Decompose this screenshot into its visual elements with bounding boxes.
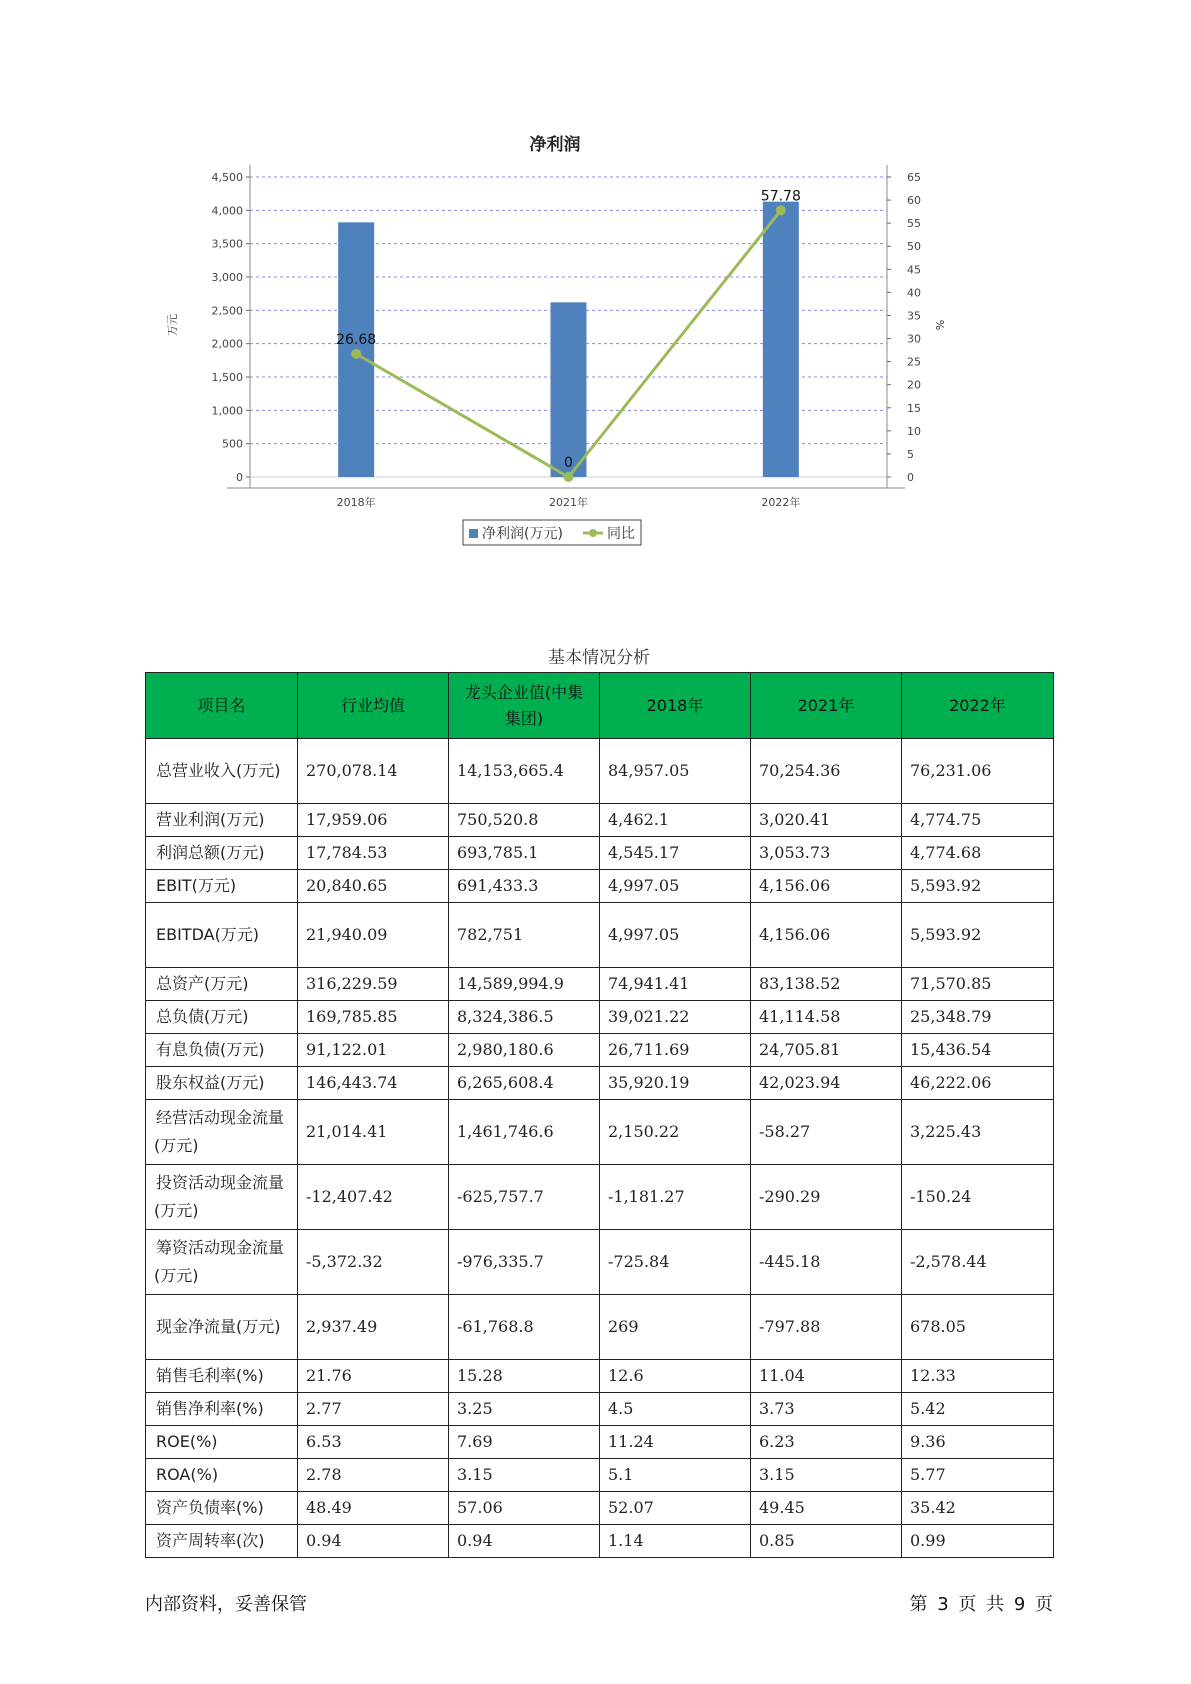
data-label: 57.78 bbox=[760, 188, 801, 205]
table-cell: 3.25 bbox=[449, 1393, 600, 1426]
table-header-row bbox=[146, 673, 1054, 739]
data-label: 0 bbox=[564, 455, 573, 471]
table-cell: 2,980,180.6 bbox=[449, 1034, 600, 1067]
table-cell: 4,462.1 bbox=[600, 804, 751, 837]
table-row bbox=[146, 1230, 1054, 1295]
right-tick-label: 60 bbox=[907, 194, 921, 208]
table-cell: 35.42 bbox=[902, 1492, 1054, 1525]
table-cell: 678.05 bbox=[902, 1295, 1054, 1360]
table-row bbox=[146, 1525, 1054, 1558]
table-cell: 1,461,746.6 bbox=[449, 1100, 600, 1165]
table-cell: 5.42 bbox=[902, 1393, 1054, 1426]
table-cell: 15,436.54 bbox=[902, 1034, 1054, 1067]
table-cell: 21,014.41 bbox=[298, 1100, 449, 1165]
table-cell: 49.45 bbox=[751, 1492, 902, 1525]
table-cell: 39,021.22 bbox=[600, 1001, 751, 1034]
table-cell: -445.18 bbox=[751, 1230, 902, 1295]
row-label: ROA(%) bbox=[146, 1459, 298, 1492]
table-cell: 71,570.85 bbox=[902, 968, 1054, 1001]
data-label: 26.68 bbox=[336, 331, 377, 348]
table-cell: 0.99 bbox=[902, 1525, 1054, 1558]
table-cell: 52.07 bbox=[600, 1492, 751, 1525]
table-cell: 0.94 bbox=[449, 1525, 600, 1558]
right-tick-label: 45 bbox=[907, 263, 921, 277]
table-cell: 169,785.85 bbox=[298, 1001, 449, 1034]
table-cell: -290.29 bbox=[751, 1165, 902, 1230]
legend-line-marker bbox=[589, 529, 597, 537]
row-label: 投资活动现金流量(万元) bbox=[146, 1165, 298, 1230]
table-cell: -5,372.32 bbox=[298, 1230, 449, 1295]
table-cell: -2,578.44 bbox=[902, 1230, 1054, 1295]
table-cell: -976,335.7 bbox=[449, 1230, 600, 1295]
chart-canvas bbox=[160, 130, 1060, 600]
table-cell: 15.28 bbox=[449, 1360, 600, 1393]
row-label: 营业利润(万元) bbox=[146, 804, 298, 837]
table-cell: 24,705.81 bbox=[751, 1034, 902, 1067]
table-cell: 83,138.52 bbox=[751, 968, 902, 1001]
right-tick-label: 55 bbox=[907, 217, 921, 231]
footer-confidential-note: 内部资料，妥善保管 bbox=[145, 1594, 307, 1615]
row-label: 利润总额(万元) bbox=[146, 837, 298, 870]
right-tick-label: 50 bbox=[907, 240, 921, 254]
table-cell: 2,150.22 bbox=[600, 1100, 751, 1165]
table-cell: 4,156.06 bbox=[751, 870, 902, 903]
row-label: EBIT(万元) bbox=[146, 870, 298, 903]
legend-bar-swatch bbox=[469, 529, 478, 538]
table-cell: 6.23 bbox=[751, 1426, 902, 1459]
right-tick-label: 15 bbox=[907, 401, 921, 415]
column-header: 2022年 bbox=[902, 673, 1054, 739]
net-profit-chart bbox=[160, 130, 1060, 600]
yoy-point bbox=[564, 472, 574, 482]
right-tick-label: 20 bbox=[907, 378, 921, 392]
table-cell: 70,254.36 bbox=[751, 739, 902, 804]
table-cell: 5.77 bbox=[902, 1459, 1054, 1492]
table-cell: 5.1 bbox=[600, 1459, 751, 1492]
table-row bbox=[146, 1393, 1054, 1426]
table-cell: 4,774.68 bbox=[902, 837, 1054, 870]
left-tick-label: 3,000 bbox=[211, 271, 243, 284]
footer-page-number: 第 3 页 共 9 页 bbox=[909, 1594, 1053, 1615]
table-cell: 1.14 bbox=[600, 1525, 751, 1558]
table-cell: 48.49 bbox=[298, 1492, 449, 1525]
table-cell: 7.69 bbox=[449, 1426, 600, 1459]
y2-axis-label: % bbox=[933, 319, 946, 331]
table-cell: 6,265,608.4 bbox=[449, 1067, 600, 1100]
table-body bbox=[146, 739, 1054, 1558]
table-row bbox=[146, 804, 1054, 837]
bar bbox=[763, 202, 799, 477]
table-cell: 4,997.05 bbox=[600, 903, 751, 968]
table-cell: -797.88 bbox=[751, 1295, 902, 1360]
table-cell: 2.78 bbox=[298, 1459, 449, 1492]
table-cell: 17,959.06 bbox=[298, 804, 449, 837]
row-label: 现金净流量(万元) bbox=[146, 1295, 298, 1360]
table-row bbox=[146, 837, 1054, 870]
table-row bbox=[146, 739, 1054, 804]
table-cell: -625,757.7 bbox=[449, 1165, 600, 1230]
table-row bbox=[146, 903, 1054, 968]
table-cell: 21.76 bbox=[298, 1360, 449, 1393]
table-cell: -150.24 bbox=[902, 1165, 1054, 1230]
table-cell: 3.15 bbox=[751, 1459, 902, 1492]
legend-bar-label: 净利润(万元) bbox=[482, 526, 563, 542]
table-row bbox=[146, 1165, 1054, 1230]
table-cell: 74,941.41 bbox=[600, 968, 751, 1001]
table-caption: 基本情况分析 bbox=[548, 648, 650, 668]
table-cell: -61,768.8 bbox=[449, 1295, 600, 1360]
table-cell: 3,225.43 bbox=[902, 1100, 1054, 1165]
table-cell: 2.77 bbox=[298, 1393, 449, 1426]
table-cell: 91,122.01 bbox=[298, 1034, 449, 1067]
basic-analysis-table bbox=[145, 672, 1054, 1558]
left-tick-label: 4,500 bbox=[211, 171, 243, 184]
row-label: 总负债(万元) bbox=[146, 1001, 298, 1034]
table-cell: 782,751 bbox=[449, 903, 600, 968]
table-cell: 691,433.3 bbox=[449, 870, 600, 903]
x-tick-label: 2022年 bbox=[761, 496, 801, 509]
table-cell: 11.04 bbox=[751, 1360, 902, 1393]
table-cell: 41,114.58 bbox=[751, 1001, 902, 1034]
table-cell: 21,940.09 bbox=[298, 903, 449, 968]
table-cell: 3,020.41 bbox=[751, 804, 902, 837]
table-cell: 4,545.17 bbox=[600, 837, 751, 870]
table-row bbox=[146, 1034, 1054, 1067]
row-label: 销售毛利率(%) bbox=[146, 1360, 298, 1393]
table-cell: 25,348.79 bbox=[902, 1001, 1054, 1034]
table-cell: 17,784.53 bbox=[298, 837, 449, 870]
row-label: 销售净利率(%) bbox=[146, 1393, 298, 1426]
table-cell: 76,231.06 bbox=[902, 739, 1054, 804]
table-row bbox=[146, 1426, 1054, 1459]
right-tick-label: 65 bbox=[907, 171, 921, 184]
table-cell: -725.84 bbox=[600, 1230, 751, 1295]
table-cell: -58.27 bbox=[751, 1100, 902, 1165]
table-cell: 14,589,994.9 bbox=[449, 968, 600, 1001]
table-cell: 14,153,665.4 bbox=[449, 739, 600, 804]
table-cell: 20,840.65 bbox=[298, 870, 449, 903]
row-label: 资产周转率(次) bbox=[146, 1525, 298, 1558]
right-tick-label: 5 bbox=[907, 447, 914, 461]
y-axis-label: 万元 bbox=[166, 314, 179, 336]
left-tick-label: 0 bbox=[236, 471, 243, 484]
right-tick-label: 40 bbox=[907, 286, 921, 300]
right-tick-label: 25 bbox=[907, 355, 921, 369]
table-cell: 4,156.06 bbox=[751, 903, 902, 968]
table-row bbox=[146, 1459, 1054, 1492]
table-cell: 84,957.05 bbox=[600, 739, 751, 804]
row-label: EBITDA(万元) bbox=[146, 903, 298, 968]
left-tick-label: 2,500 bbox=[211, 304, 243, 318]
right-tick-label: 0 bbox=[907, 471, 914, 484]
left-tick-label: 2,000 bbox=[211, 337, 243, 351]
left-tick-label: 1,500 bbox=[211, 371, 243, 384]
table-row bbox=[146, 1360, 1054, 1393]
table-cell: 3.15 bbox=[449, 1459, 600, 1492]
legend-line-label: 同比 bbox=[607, 526, 635, 542]
table-cell: 4.5 bbox=[600, 1393, 751, 1426]
table-row bbox=[146, 1100, 1054, 1165]
chart-title: 净利润 bbox=[529, 135, 581, 155]
table-cell: -1,181.27 bbox=[600, 1165, 751, 1230]
table-cell: 42,023.94 bbox=[751, 1067, 902, 1100]
table-cell: 11.24 bbox=[600, 1426, 751, 1459]
table-cell: -12,407.42 bbox=[298, 1165, 449, 1230]
row-label: 资产负债率(%) bbox=[146, 1492, 298, 1525]
bar bbox=[551, 302, 587, 477]
table-cell: 4,774.75 bbox=[902, 804, 1054, 837]
table-cell: 8,324,386.5 bbox=[449, 1001, 600, 1034]
left-tick-label: 3,500 bbox=[211, 237, 243, 251]
column-header: 2018年 bbox=[600, 673, 751, 739]
row-label: 有息负债(万元) bbox=[146, 1034, 298, 1067]
table-cell: 35,920.19 bbox=[600, 1067, 751, 1100]
row-label: 股东权益(万元) bbox=[146, 1067, 298, 1100]
table-cell: 2,937.49 bbox=[298, 1295, 449, 1360]
right-tick-label: 30 bbox=[907, 332, 921, 346]
table-cell: 9.36 bbox=[902, 1426, 1054, 1459]
table-cell: 12.6 bbox=[600, 1360, 751, 1393]
column-header: 行业均值 bbox=[298, 673, 449, 739]
column-header: 龙头企业值(中集集团) bbox=[449, 673, 600, 739]
table-cell: 0.85 bbox=[751, 1525, 902, 1558]
left-tick-label: 4,000 bbox=[211, 204, 243, 218]
table-row bbox=[146, 870, 1054, 903]
table-row bbox=[146, 1295, 1054, 1360]
table-cell: 6.53 bbox=[298, 1426, 449, 1459]
table-row bbox=[146, 1492, 1054, 1525]
yoy-point bbox=[351, 349, 361, 359]
table-cell: 270,078.14 bbox=[298, 739, 449, 804]
table-cell: 316,229.59 bbox=[298, 968, 449, 1001]
row-label: 总资产(万元) bbox=[146, 968, 298, 1001]
table-cell: 5,593.92 bbox=[902, 903, 1054, 968]
row-label: 总营业收入(万元) bbox=[146, 739, 298, 804]
row-label: 筹资活动现金流量(万元) bbox=[146, 1230, 298, 1295]
column-header: 项目名 bbox=[146, 673, 298, 739]
table-row bbox=[146, 968, 1054, 1001]
table-cell: 46,222.06 bbox=[902, 1067, 1054, 1100]
table-cell: 12.33 bbox=[902, 1360, 1054, 1393]
table-cell: 693,785.1 bbox=[449, 837, 600, 870]
yoy-point bbox=[776, 205, 786, 215]
table-cell: 57.06 bbox=[449, 1492, 600, 1525]
table-cell: 0.94 bbox=[298, 1525, 449, 1558]
table-cell: 269 bbox=[600, 1295, 751, 1360]
right-tick-label: 35 bbox=[907, 309, 921, 323]
table-cell: 146,443.74 bbox=[298, 1067, 449, 1100]
table-cell: 26,711.69 bbox=[600, 1034, 751, 1067]
left-tick-label: 1,000 bbox=[211, 404, 243, 418]
left-tick-label: 500 bbox=[222, 437, 243, 451]
table-cell: 3,053.73 bbox=[751, 837, 902, 870]
x-tick-label: 2021年 bbox=[549, 496, 588, 509]
table-cell: 750,520.8 bbox=[449, 804, 600, 837]
table-row bbox=[146, 1001, 1054, 1034]
row-label: ROE(%) bbox=[146, 1426, 298, 1459]
x-tick-label: 2018年 bbox=[336, 496, 376, 509]
column-header: 2021年 bbox=[751, 673, 902, 739]
right-tick-label: 10 bbox=[907, 424, 921, 438]
table-cell: 4,997.05 bbox=[600, 870, 751, 903]
row-label: 经营活动现金流量(万元) bbox=[146, 1100, 298, 1165]
table-row bbox=[146, 1067, 1054, 1100]
table-cell: 3.73 bbox=[751, 1393, 902, 1426]
table-cell: 5,593.92 bbox=[902, 870, 1054, 903]
